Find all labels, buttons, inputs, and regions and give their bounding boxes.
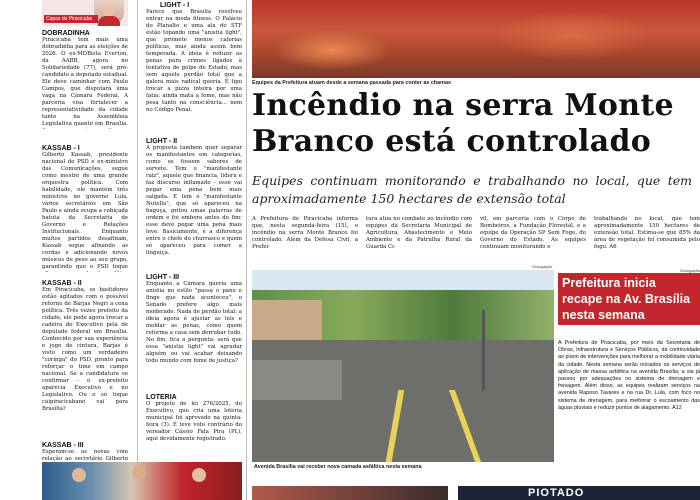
- sidebar-title: Prefeitura inicia recape na Av. Brasília nesta semana: [558, 273, 700, 325]
- article-column: A Prefeitura de Piracicaba informa que, nesta segunda-feira (15), o incêndio na serra Monte Branco foi controlado. Além da Defesa Civil, a Prefei-: [252, 216, 358, 250]
- note-text: Piracicaba tem mais uma dobradinha para as eleições de 2026. O ex-MDBista Everton, da AABB, agora no Solidariedade (77), será pré-candidato a deputado estadual. Ele deve caminhar com Paulo Campos, que disputará uma vaga na Câmara Federal. A parceria visa fortalecer a representatividade da cidade tanto na Assembleia Legislativa quanto em Brasília.: [42, 37, 128, 127]
- bottom-photo-icon: [252, 486, 448, 500]
- note-title: DOBRADINHA: [42, 30, 90, 37]
- headline: Incêndio na serra Monte Branco está controlado: [252, 88, 674, 159]
- column-divider: [246, 0, 247, 500]
- columnist-portrait-icon: [94, 0, 124, 26]
- column-middle: [146, 0, 242, 500]
- note-title: KASSAB - II: [42, 280, 82, 287]
- fire-photo-icon: [252, 0, 700, 78]
- column-left: [42, 0, 128, 500]
- note-title: KASSAB - III: [42, 442, 84, 449]
- column-divider: [137, 0, 138, 500]
- article-column: trabalhando no local, que tem aproximadamente 150 hectares de extensão total. Estima-se que 85% da área de vegetação foi consumida pelo fogo. A6: [594, 216, 700, 250]
- sidebar-credit: Divulgação: [680, 268, 700, 273]
- ad-banner: [458, 486, 700, 500]
- note-title: LIGHT - III: [146, 274, 180, 281]
- note-title: LIGHT - II: [146, 138, 178, 145]
- note-title: LIGHT - I: [160, 2, 190, 9]
- photo-credit: Divulgação: [532, 264, 552, 269]
- article-body: [252, 216, 700, 264]
- sidebar-article: [558, 268, 700, 468]
- ad-text: PIOTADO: [528, 487, 585, 499]
- photo-caption: Avenida Brasília vai receber nova camada asfáltica nesta semana: [254, 464, 422, 470]
- street-photo-icon: [252, 270, 554, 462]
- note-text: Em Piracicaba, os bastidores estão agitados com o possível retorno de Barjas Negri a cena política. Três vezes prefeito da cidade, ele pode agora trocar a cadeira do Executivo pela de deputado federal em Brasília. Conhecido por sua experiência e jogo de cintura, Barjas é visto como um verdadeiro "coringa" do PSD, pronto para reforçar o time em campo nacional. Se a candidatura se confirmar - o ex-prefeito aparecia Executivo e no Legislativo. Ou o só toque caipiracicabano vai para Brasília?: [42, 287, 128, 412]
- article-column: vil, em parceria com o Corpo de Bombeiros, a Fundação Florestal, e a equipe da Operação SP Sem Fogo, do Governo do Estado. As equipes continuam monitorando e: [480, 216, 586, 250]
- column-main: [252, 0, 700, 500]
- note-text: Esperam-se as novas com relação ao secretário Gilberto: [42, 449, 128, 462]
- note-text: A proposta também quer separar os manifestantes em categorias, como se fossem sabores de sorvete. Tem o "manifestante raiz", aquele que financia, lidera e faz discurso inflamado - esse vai pegar uma pena bem mais salgada. E tem o "manifestante Nutella", que só apareceu na baguça, gritou umas palavras de ordem e foi embora antes do fim: esse deve pegar uma pena mais leve. Basicamente, é a diferença entre o chefe do churrasco e quem só apareceu para comer a linguiça.: [146, 145, 242, 256]
- columnist-header: [42, 0, 128, 26]
- subhead: Equipes continuam monitorando e trabalhando no local, que tem aproximadamente 150 hectares de extensão total: [252, 173, 692, 206]
- note-text: Gilberto Kassab, presidente nacional do PSD e ex-ministro das Comunicações, segue como mestre de uma grande orquestra política. Com habilidade, ele mantém três ministros no governo Lula, vários secretários em São Paulo e ainda ocupa a cobiçada batuta da Secretaria de Governo e Relações Institucionais. Enquanto muitos partidos desafinam, Kassab segue afinando as cordas e adicionando novos músicos de peso ao seu grupo, garantindo que o PSD toque: [42, 152, 128, 270]
- photo-caption: Equipes da Prefeitura atuam desde a semana passada para conter as chamas: [252, 80, 451, 86]
- note-title: LOTERIA: [146, 394, 177, 401]
- politicians-photo-icon: [42, 462, 242, 500]
- note-text: Enquanto a Câmara queria uma anistia no estilo "passa o pano e finge que nada aconteceu", o Senado prefere algo mais moderado. Nada de perdão total: a ideia agora é ajustar as leis e moldar as penas, como quem reforma a casa sem derrubar tudo. No fim, fica a pergunta: será que essa "anistia light" vai agradar alguém ou vai acabar deixando todo mundo com fome de justiça?: [146, 281, 242, 364]
- note-text: Parece que Brasília resolveu entrar na moda fitness. O Palácio do Planalto e uma ala do STF estão topando uma "anistia light", que promete menos calorias políticas, mas ainda assim bem temperada. A ideia é reduzir as penas para crimes ligados à tentativa de golpe de Estado, mas sem aquele perdão total que a galera mais radical queria. É tipo trocar a pizza inteira por uma fatia: ainda mata a fome, mas não pesa tanto na consciência... nem no Código Penal.: [146, 9, 242, 113]
- note-text: O projeto de lei 276/2025, do Executivo, que cria uma loteria municipal foi aprovado na quinta-feira (3). É teve voto contrário do vereador Cássio Fala Pira (PL), aqui devidamente registrado.: [146, 401, 242, 442]
- sidebar-text: A Prefeitura de Piracicaba, por meio da Secretaria de Obras, Infraestrutura e Serviços Públicos, dá continuidade ao plano de intervenções para melhorar a mobilidade viária da cidade. Nesta semana serão iniciados os serviços de aplicação de massa asfáltica na avenida Brasília; a via já passou por adequações no sistema de drenagem e fresagem. Além disso, as equipes realizam serviços na avenida Raposo Tavares e na rua Dr. Lula, com foco no sistema de drenagem, para melhorar o escoamento das águas pluviais e reduzir pontos de alagamento. A12: [558, 340, 700, 411]
- note-title: KASSAB - I: [42, 145, 80, 152]
- article-column: tura atua no combate ao incêndio com equipes da Secretaria Municipal de Agricultura, Abastecimento e Meio Ambiente e da Patrulha Rural da Guarda Ci-: [366, 216, 472, 250]
- columnist-name-tag: Capas de Piracicaba: [44, 15, 98, 23]
